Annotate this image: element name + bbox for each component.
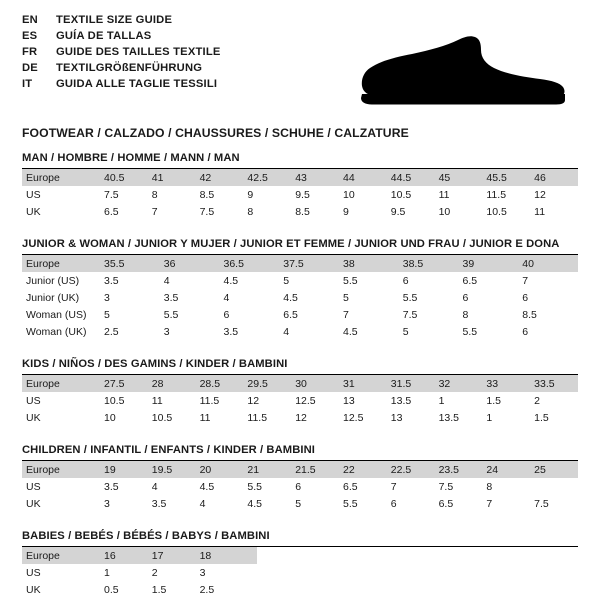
cell: 12 <box>247 394 260 407</box>
row-label: US <box>26 566 41 579</box>
cell: 1.5 <box>534 411 549 424</box>
cell: 6.5 <box>342 480 358 493</box>
cell: 8 <box>486 480 493 493</box>
cell: 7 <box>151 205 158 218</box>
section-children <box>22 444 578 512</box>
cell <box>339 547 387 564</box>
section-title: CHILDREN / INFANTIL / ENFANTS / KINDER / BAMBINI <box>22 444 578 461</box>
section-title: MAN / HOMBRE / HOMME / MANN / MAN <box>22 152 578 169</box>
language-row <box>22 14 221 30</box>
cell: 2.5 <box>199 583 215 596</box>
cell: 4.5 <box>223 274 239 287</box>
cell: 3.5 <box>151 497 167 510</box>
cell <box>387 547 435 564</box>
cell <box>387 581 435 598</box>
row-label: Europe <box>26 549 60 562</box>
cell: 10.5 <box>486 205 507 218</box>
cell <box>291 547 339 564</box>
cell <box>530 581 578 598</box>
language-code: ES <box>22 30 38 42</box>
row-label: Junior (UK) <box>26 291 80 304</box>
cell: 45 <box>435 169 483 186</box>
cell: 5.5 <box>462 325 478 338</box>
cell: 8 <box>462 308 469 321</box>
cell: 24 <box>482 461 530 478</box>
cell: 13 <box>342 394 355 407</box>
cell: 6 <box>295 480 302 493</box>
cell <box>530 478 578 495</box>
cell <box>339 581 387 598</box>
cell: 37.5 <box>279 255 339 272</box>
cell: 5.5 <box>163 308 179 321</box>
cell: 5 <box>402 325 409 338</box>
cell: 6 <box>522 291 529 304</box>
cell: 36.5 <box>220 255 280 272</box>
size-table-kids <box>22 375 578 426</box>
language-code: DE <box>22 62 38 74</box>
cell: 7 <box>522 274 529 287</box>
cell: 5 <box>343 291 349 304</box>
table-row <box>22 547 578 564</box>
cell: 6.5 <box>104 205 119 218</box>
cell: 3.5 <box>104 480 119 493</box>
cell: 8 <box>151 188 158 201</box>
language-code: IT <box>22 78 33 90</box>
section-babies <box>22 530 578 598</box>
cell: 38.5 <box>399 255 459 272</box>
table-row <box>22 289 578 306</box>
cell: 11 <box>534 205 546 218</box>
table-row <box>22 255 578 272</box>
cell <box>482 581 530 598</box>
cell: 2 <box>151 566 158 579</box>
cell: 7 <box>343 308 349 321</box>
cell: 6.5 <box>283 308 298 321</box>
size-table-junior-woman <box>22 255 578 340</box>
row-label: Europe <box>22 169 100 186</box>
cell: 36 <box>160 255 220 272</box>
table-row <box>22 564 578 581</box>
cell <box>291 581 339 598</box>
cell: 4 <box>283 325 290 338</box>
cell: 46 <box>530 169 578 186</box>
language-row <box>22 78 221 94</box>
cell: 7.5 <box>402 308 418 321</box>
cell: 4 <box>223 291 230 304</box>
cell: 13 <box>390 411 403 424</box>
cell: 19 <box>100 461 148 478</box>
cell: 7.5 <box>438 480 454 493</box>
cell: 7.5 <box>199 205 215 218</box>
cell: 11.5 <box>199 394 220 407</box>
row-label: Europe <box>22 255 100 272</box>
table-row <box>22 409 578 426</box>
cell: 13.5 <box>390 394 412 407</box>
cell: 21 <box>243 461 291 478</box>
cell: 4 <box>163 274 170 287</box>
cell: 11 <box>199 411 211 424</box>
language-row <box>22 30 221 46</box>
cell: 10 <box>438 205 451 218</box>
language-row <box>22 46 221 62</box>
cell: 11.5 <box>247 411 268 424</box>
cell: 27.5 <box>100 375 148 392</box>
language-code: EN <box>22 14 38 26</box>
row-label: UK <box>26 205 41 218</box>
cell: 5.5 <box>247 480 262 493</box>
cell: 33.5 <box>530 375 578 392</box>
cell: 1.5 <box>151 583 167 596</box>
cell: 11.5 <box>486 188 507 201</box>
table-row <box>22 392 578 409</box>
size-table-man <box>22 169 578 220</box>
language-code: FR <box>22 46 38 58</box>
cell: 7.5 <box>534 497 549 510</box>
cell: 8.5 <box>522 308 537 321</box>
table-row <box>22 169 578 186</box>
cell: 6 <box>462 291 469 304</box>
cell: 38 <box>339 255 399 272</box>
cell: 10 <box>342 188 355 201</box>
cell: 29.5 <box>243 375 291 392</box>
cell: 7 <box>486 497 493 510</box>
row-label: US <box>26 480 41 493</box>
language-title: GUIDA ALLE TAGLIE TESSILI <box>56 78 218 90</box>
header <box>22 14 578 112</box>
language-title: TEXTILGRÖßENFÜHRUNG <box>56 62 203 74</box>
cell: 10 <box>104 411 116 424</box>
cell: 4.5 <box>283 291 298 304</box>
row-label: UK <box>26 411 41 424</box>
row-label: UK <box>26 497 41 510</box>
cell: 44 <box>339 169 387 186</box>
row-label: Woman (US) <box>26 308 87 321</box>
cell <box>530 547 578 564</box>
row-label: US <box>26 188 41 201</box>
cell: 0.5 <box>104 583 119 596</box>
section-title: KIDS / NIÑOS / DES GAMINS / KINDER / BAMBINI <box>22 358 578 375</box>
cell: 9.5 <box>295 188 310 201</box>
language-title: TEXTILE SIZE GUIDE <box>56 14 173 26</box>
cell: 33 <box>482 375 530 392</box>
cell: 7.5 <box>104 188 119 201</box>
cell: 5 <box>295 497 302 510</box>
cell: 40.5 <box>100 169 148 186</box>
cell: 3.5 <box>223 325 239 338</box>
cell: 5.5 <box>343 274 358 287</box>
cell: 9 <box>247 188 254 201</box>
cell: 6.5 <box>438 497 454 510</box>
table-row <box>22 478 578 495</box>
cell: 12.5 <box>295 394 316 407</box>
cell: 12 <box>295 411 307 424</box>
cell: 4.5 <box>343 325 358 338</box>
cell: 32 <box>435 375 483 392</box>
cell: 18 <box>199 549 212 562</box>
table-row <box>22 186 578 203</box>
section-kids <box>22 358 578 426</box>
table-row <box>22 306 578 323</box>
babies-table-wrap <box>22 547 578 598</box>
cell: 35.5 <box>100 255 160 272</box>
cell: 30 <box>291 375 339 392</box>
cell: 8.5 <box>295 205 310 218</box>
cell: 31.5 <box>387 375 435 392</box>
cell: 10.5 <box>151 411 173 424</box>
cell: 10.5 <box>390 188 412 201</box>
cell <box>482 564 530 581</box>
cell: 19.5 <box>148 461 196 478</box>
cell: 21.5 <box>291 461 339 478</box>
category-heading: FOOTWEAR / CALZADO / CHAUSSURES / SCHUHE / CALZATURE <box>22 126 409 140</box>
table-row <box>22 495 578 512</box>
cell <box>435 564 483 581</box>
cell: 42 <box>196 169 244 186</box>
cell: 3 <box>104 291 110 304</box>
row-label: US <box>26 394 41 407</box>
cell: 12 <box>534 188 546 201</box>
cell: 9.5 <box>390 205 406 218</box>
cell: 28.5 <box>196 375 244 392</box>
row-label: Woman (UK) <box>26 325 87 338</box>
cell: 5.5 <box>342 497 358 510</box>
cell: 28 <box>148 375 196 392</box>
language-title: GUÍA DE TALLAS <box>56 30 152 42</box>
dress-shoe-icon <box>360 34 570 112</box>
cell: 5.5 <box>402 291 418 304</box>
cell: 40 <box>518 255 578 272</box>
cell: 6 <box>402 274 409 287</box>
cell <box>435 547 483 564</box>
row-label: Europe <box>22 461 100 478</box>
cell: 41 <box>148 169 196 186</box>
cell <box>243 547 291 564</box>
cell <box>435 581 483 598</box>
cell: 4 <box>199 497 206 510</box>
cell: 42.5 <box>243 169 291 186</box>
cell: 3 <box>199 566 206 579</box>
language-row <box>22 62 221 78</box>
cell: 9 <box>342 205 349 218</box>
table-row <box>22 272 578 289</box>
cell: 5 <box>104 308 110 321</box>
cell: 5 <box>283 274 290 287</box>
cell: 6.5 <box>462 274 478 287</box>
cell: 1 <box>486 411 493 424</box>
section-title: JUNIOR & WOMAN / JUNIOR Y MUJER / JUNIOR ET FEMME / JUNIOR UND FRAU / JUNIOR E DONA <box>22 238 578 255</box>
table-row <box>22 581 578 598</box>
section-title: BABIES / BEBÉS / BÉBÉS / BABYS / BAMBINI <box>22 530 578 547</box>
section-junior-woman <box>22 238 578 340</box>
cell <box>482 547 530 564</box>
cell <box>243 564 291 581</box>
cell: 25 <box>530 461 578 478</box>
cell: 1.5 <box>486 394 501 407</box>
cell: 3.5 <box>104 274 119 287</box>
cell: 10.5 <box>104 394 125 407</box>
cell: 44.5 <box>387 169 435 186</box>
cell <box>291 564 339 581</box>
cell: 4 <box>151 480 158 493</box>
row-label: UK <box>26 583 41 596</box>
cell: 8.5 <box>199 188 215 201</box>
table-row <box>22 203 578 220</box>
size-table-children <box>22 461 578 512</box>
cell: 11 <box>438 188 450 201</box>
cell: 7 <box>390 480 397 493</box>
table-row <box>22 323 578 340</box>
cell: 43 <box>291 169 339 186</box>
cell: 6 <box>522 325 529 338</box>
cell: 22.5 <box>387 461 435 478</box>
table-row <box>22 461 578 478</box>
cell: 6 <box>223 308 230 321</box>
cell: 23.5 <box>435 461 483 478</box>
language-title: GUIDE DES TAILLES TEXTILE <box>56 46 221 58</box>
cell <box>339 564 387 581</box>
cell: 22 <box>339 461 387 478</box>
cell: 17 <box>151 549 164 562</box>
cell: 3.5 <box>163 291 179 304</box>
cell <box>387 564 435 581</box>
table-row <box>22 375 578 392</box>
cell: 3 <box>104 497 110 510</box>
size-table-babies <box>22 547 578 598</box>
cell: 8 <box>247 205 254 218</box>
cell: 39 <box>459 255 519 272</box>
cell: 3 <box>163 325 170 338</box>
cell: 1 <box>104 566 110 579</box>
cell <box>243 581 291 598</box>
cell <box>530 564 578 581</box>
cell: 1 <box>438 394 445 407</box>
row-label: Europe <box>22 375 100 392</box>
cell: 11 <box>151 394 163 407</box>
cell: 6 <box>390 497 397 510</box>
cell: 4.5 <box>199 480 215 493</box>
cell: 13.5 <box>438 411 460 424</box>
language-list <box>22 14 221 94</box>
cell: 2 <box>534 394 541 407</box>
cell: 2.5 <box>104 325 119 338</box>
cell: 20 <box>196 461 244 478</box>
cell: 4.5 <box>247 497 262 510</box>
row-label: Junior (US) <box>26 274 80 287</box>
cell: 45.5 <box>482 169 530 186</box>
cell: 31 <box>339 375 387 392</box>
cell: 12.5 <box>342 411 364 424</box>
cell: 16 <box>104 549 116 562</box>
section-man <box>22 152 578 220</box>
